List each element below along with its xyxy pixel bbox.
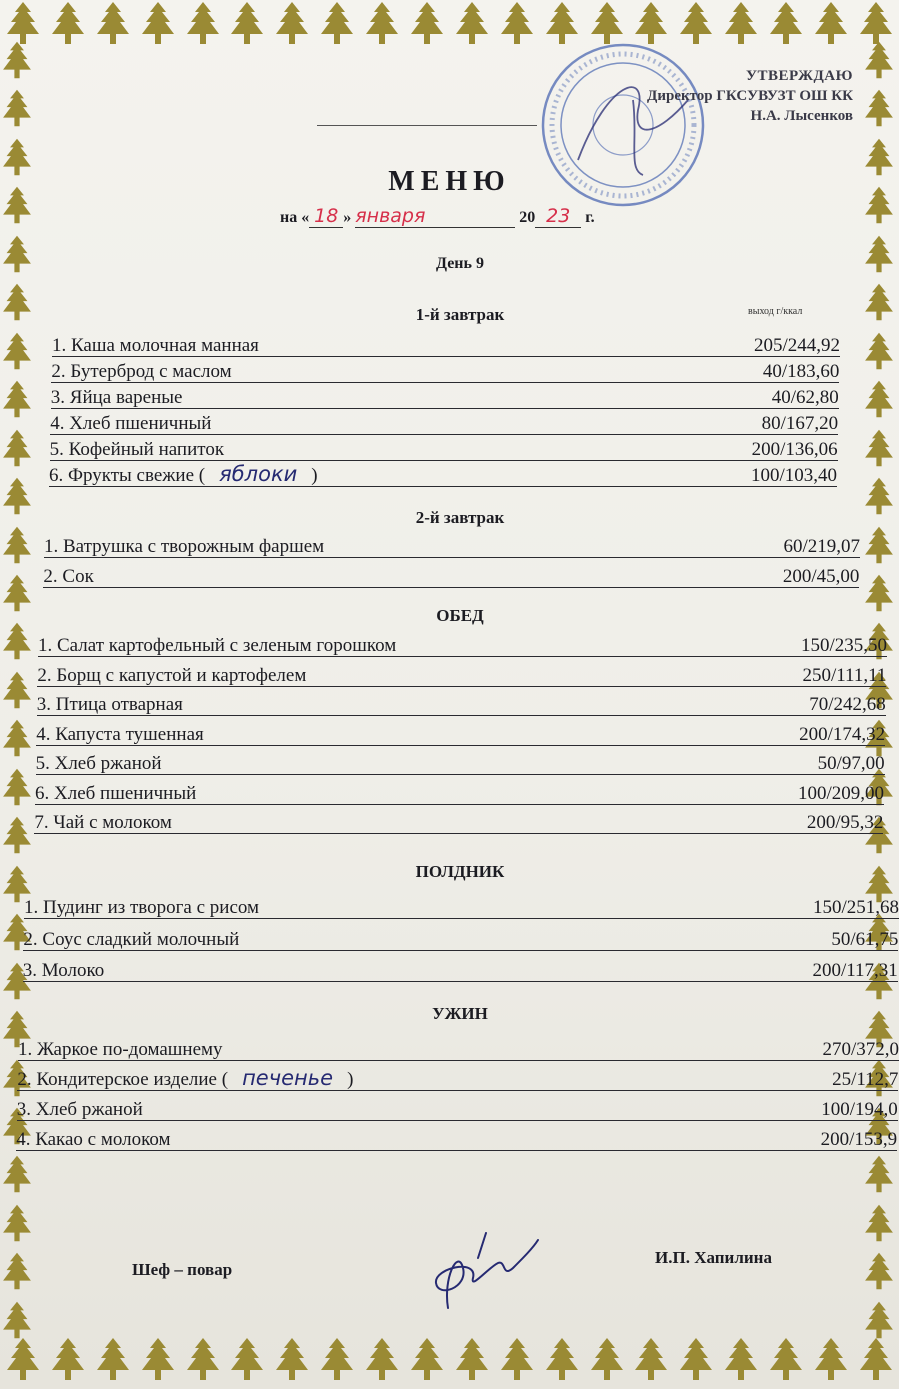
tree-icon <box>862 1251 896 1291</box>
tree-icon <box>588 1336 626 1382</box>
menu-item-value: 150/251,68 <box>812 897 899 918</box>
menu-item-name <box>36 754 162 774</box>
menu-item-value: 200/95,32 <box>806 812 884 833</box>
menu-item-value: 70/242,68 <box>809 694 886 715</box>
chef-signature-icon <box>418 1228 548 1318</box>
menu-date <box>280 205 595 228</box>
tree-icon <box>0 525 34 565</box>
tree-icon <box>722 0 760 46</box>
tree-icon <box>0 670 34 710</box>
menu-item-name <box>36 725 204 745</box>
menu-item-value: 200/136,06 <box>751 439 838 460</box>
menu-item-label-tail: ) <box>347 1069 354 1090</box>
tree-icon <box>632 1336 670 1382</box>
date-prefix: на « <box>280 209 310 226</box>
date-mid: » <box>343 209 352 226</box>
menu-item-value: 40/62,80 <box>771 387 839 408</box>
tree-icon <box>139 1336 177 1382</box>
menu-item-name <box>52 336 259 356</box>
tree-icon <box>0 1203 34 1243</box>
menu-item-row <box>49 464 837 487</box>
menu-item-row <box>34 811 883 834</box>
tree-icon <box>0 428 34 468</box>
menu-item-value: 60/219,07 <box>783 536 860 557</box>
menu-item-value: 200/153,9 <box>820 1129 898 1150</box>
menu-item-row <box>52 334 840 357</box>
tree-icon <box>408 0 446 46</box>
menu-item-name <box>23 930 239 950</box>
menu-item-name <box>23 961 104 981</box>
tree-icon <box>273 1336 311 1382</box>
menu-item-name <box>38 636 396 656</box>
tree-icon <box>862 379 896 419</box>
menu-item-row <box>16 1128 897 1151</box>
chef-label: Шеф – повар <box>132 1260 233 1279</box>
menu-item-value: 50/97,00 <box>817 753 885 774</box>
date-month: января <box>355 205 515 228</box>
date-year: 23 <box>535 205 581 228</box>
approval-name: Н.А. Лысенков <box>750 108 853 124</box>
menu-item-label: 1. Ватрушка с творожным фаршем <box>44 536 325 557</box>
menu-item-name <box>50 440 224 460</box>
menu-item-name <box>34 813 172 833</box>
tree-icon <box>857 1336 895 1382</box>
menu-item-row <box>23 928 898 951</box>
tree-icon <box>0 40 34 80</box>
menu-item-value: 205/244,92 <box>753 335 840 356</box>
tree-icon <box>767 1336 805 1382</box>
approval-position: Директор ГКСУВУЗТ ОШ КК <box>647 88 853 104</box>
menu-item-label: 3. Молоко <box>22 960 105 981</box>
menu-item-row <box>24 896 899 919</box>
menu-item-row <box>23 959 898 982</box>
approval-title: УТВЕРЖДАЮ <box>745 68 853 84</box>
tree-icon <box>862 1154 896 1194</box>
tree-icon <box>0 88 34 128</box>
tree-icon <box>4 1336 42 1382</box>
tree-icon <box>498 0 536 46</box>
tree-icon <box>0 718 34 758</box>
tree-icon <box>228 1336 266 1382</box>
tree-icon <box>862 1203 896 1243</box>
tree-icon <box>0 1300 34 1340</box>
menu-item-value: 80/167,20 <box>761 413 839 434</box>
tree-icon <box>498 1336 536 1382</box>
menu-item-label: 5. Хлеб ржаной <box>35 753 162 774</box>
menu-item-row <box>50 412 838 435</box>
section-title: 1-й завтрак <box>415 305 505 324</box>
menu-item-label: 7. Чай с молоком <box>34 812 172 833</box>
date-year-prefix: 20 <box>519 209 536 226</box>
section-title: УЖИН <box>432 1004 488 1023</box>
menu-item-row <box>50 438 838 461</box>
menu-item-name <box>37 695 183 715</box>
menu-item-label: 1. Каша молочная манная <box>52 335 259 356</box>
tree-border-top <box>0 0 899 50</box>
tree-icon <box>318 1336 356 1382</box>
tree-icon <box>862 428 896 468</box>
tree-icon <box>0 767 34 807</box>
menu-item-name <box>17 1068 353 1090</box>
tree-icon <box>543 1336 581 1382</box>
menu-item-label: 2. Сок <box>43 566 94 587</box>
tree-icon <box>49 1336 87 1382</box>
menu-item-row <box>17 1068 898 1091</box>
menu-item-label: 6. Фрукты свежие ( <box>49 465 206 486</box>
menu-item-row <box>35 782 884 805</box>
tree-icon <box>273 0 311 46</box>
chef-name: И.П. Хапилина <box>655 1248 772 1267</box>
date-suffix: г. <box>585 209 595 226</box>
menu-item-name <box>35 784 196 804</box>
tree-icon <box>767 0 805 46</box>
tree-icon <box>49 0 87 46</box>
menu-item-label: 1. Салат картофельный с зеленым горошком <box>38 635 397 656</box>
menu-item-label: 5. Кофейный напиток <box>49 439 225 460</box>
menu-item-label: 3. Птица отварная <box>36 694 183 715</box>
menu-item-value: 100/194,0 <box>821 1099 898 1120</box>
tree-icon <box>0 379 34 419</box>
tree-icon <box>0 621 34 661</box>
menu-item-label: 3. Яйца вареные <box>50 387 183 408</box>
menu-item-label: 2. Бутерброд с маслом <box>51 361 232 382</box>
menu-item-name <box>37 666 306 686</box>
menu-item-label: 2. Кондитерское изделие ( <box>17 1069 229 1090</box>
menu-item-value: 250/111,11 <box>802 664 887 686</box>
menu-item-value: 100/103,40 <box>750 465 837 486</box>
menu-item-row <box>37 664 886 687</box>
menu-item-label: 4. Хлеб пшеничный <box>50 413 212 434</box>
tree-icon <box>862 1300 896 1340</box>
section-title: 2-й завтрак <box>415 508 505 527</box>
menu-item-row <box>17 1098 898 1121</box>
menu-item-value: 25/112,7 <box>832 1069 899 1090</box>
section-title: ПОЛДНИК <box>415 862 505 881</box>
menu-item-name <box>49 464 318 486</box>
tree-icon <box>0 815 34 855</box>
date-day: 18 <box>309 205 343 228</box>
menu-item-value: 200/45,00 <box>782 566 860 587</box>
menu-item-value: 150/235,50 <box>800 635 887 656</box>
menu-item-row <box>37 693 886 716</box>
menu-item-value: 200/174,32 <box>799 723 886 745</box>
tree-icon <box>812 0 850 46</box>
menu-item-label: 6. Хлеб пшеничный <box>35 782 197 804</box>
units-label: выход г/ккал <box>748 306 803 317</box>
tree-icon <box>862 525 896 565</box>
tree-icon <box>862 88 896 128</box>
menu-item-label: 1. Жаркое по-домашнему <box>18 1039 223 1060</box>
tree-icon <box>363 0 401 46</box>
menu-item-handwritten-note: печенье <box>242 1066 334 1090</box>
approval-signature-line <box>317 125 537 126</box>
menu-item-row <box>43 565 859 588</box>
tree-icon <box>0 1154 34 1194</box>
menu-item-name <box>17 1100 143 1120</box>
menu-item-value: 100/209,00 <box>797 782 884 804</box>
tree-icon <box>862 331 896 371</box>
tree-icon <box>677 1336 715 1382</box>
menu-item-label: 4. Какао с молоком <box>16 1129 171 1150</box>
tree-icon <box>862 40 896 80</box>
menu-item-name <box>44 537 324 557</box>
menu-item-row <box>36 723 885 746</box>
tree-icon <box>363 1336 401 1382</box>
tree-icon <box>139 0 177 46</box>
tree-icon <box>184 1336 222 1382</box>
tree-icon <box>453 1336 491 1382</box>
menu-item-row <box>51 386 839 409</box>
menu-item-label: 2. Борщ с капустой и картофелем <box>37 664 307 686</box>
tree-icon <box>453 0 491 46</box>
menu-item-row <box>36 752 885 775</box>
tree-icon <box>94 1336 132 1382</box>
menu-item-label: 4. Капуста тушенная <box>36 723 204 745</box>
tree-icon <box>722 1336 760 1382</box>
menu-item-name <box>43 567 93 587</box>
menu-item-value: 50/61,75 <box>831 928 899 950</box>
menu-item-label: 1. Пудинг из творога с рисом <box>24 897 260 918</box>
menu-item-name <box>18 1040 223 1060</box>
menu-item-name <box>16 1130 170 1150</box>
day-label: День 9 <box>436 255 484 272</box>
section-title: ОБЕД <box>436 606 484 625</box>
menu-item-row <box>44 535 860 558</box>
menu-item-label: 3. Хлеб ржаной <box>16 1099 143 1120</box>
menu-item-row <box>51 360 839 383</box>
approval-block <box>647 66 853 126</box>
menu-item-name <box>50 414 211 434</box>
menu-item-row <box>18 1038 899 1061</box>
menu-item-label-tail: ) <box>311 465 318 486</box>
menu-item-value: 270/372,0 <box>822 1039 899 1060</box>
tree-icon <box>184 0 222 46</box>
menu-item-name <box>51 388 183 408</box>
tree-icon <box>318 0 356 46</box>
tree-icon <box>812 1336 850 1382</box>
menu-item-row <box>38 634 887 657</box>
menu-item-value: 200/117,31 <box>812 960 898 981</box>
menu-item-name <box>51 362 231 382</box>
menu-item-label: 2. Соус сладкий молочный <box>23 928 240 950</box>
tree-icon <box>94 0 132 46</box>
menu-item-value: 40/183,60 <box>762 361 840 382</box>
tree-icon <box>0 331 34 371</box>
menu-title: МЕНЮ <box>388 166 511 197</box>
menu-item-name <box>24 898 259 918</box>
tree-icon <box>408 1336 446 1382</box>
tree-border-bottom <box>0 1336 899 1386</box>
menu-item-handwritten-note: яблоки <box>219 462 298 486</box>
tree-icon <box>0 1251 34 1291</box>
tree-icon <box>228 0 266 46</box>
